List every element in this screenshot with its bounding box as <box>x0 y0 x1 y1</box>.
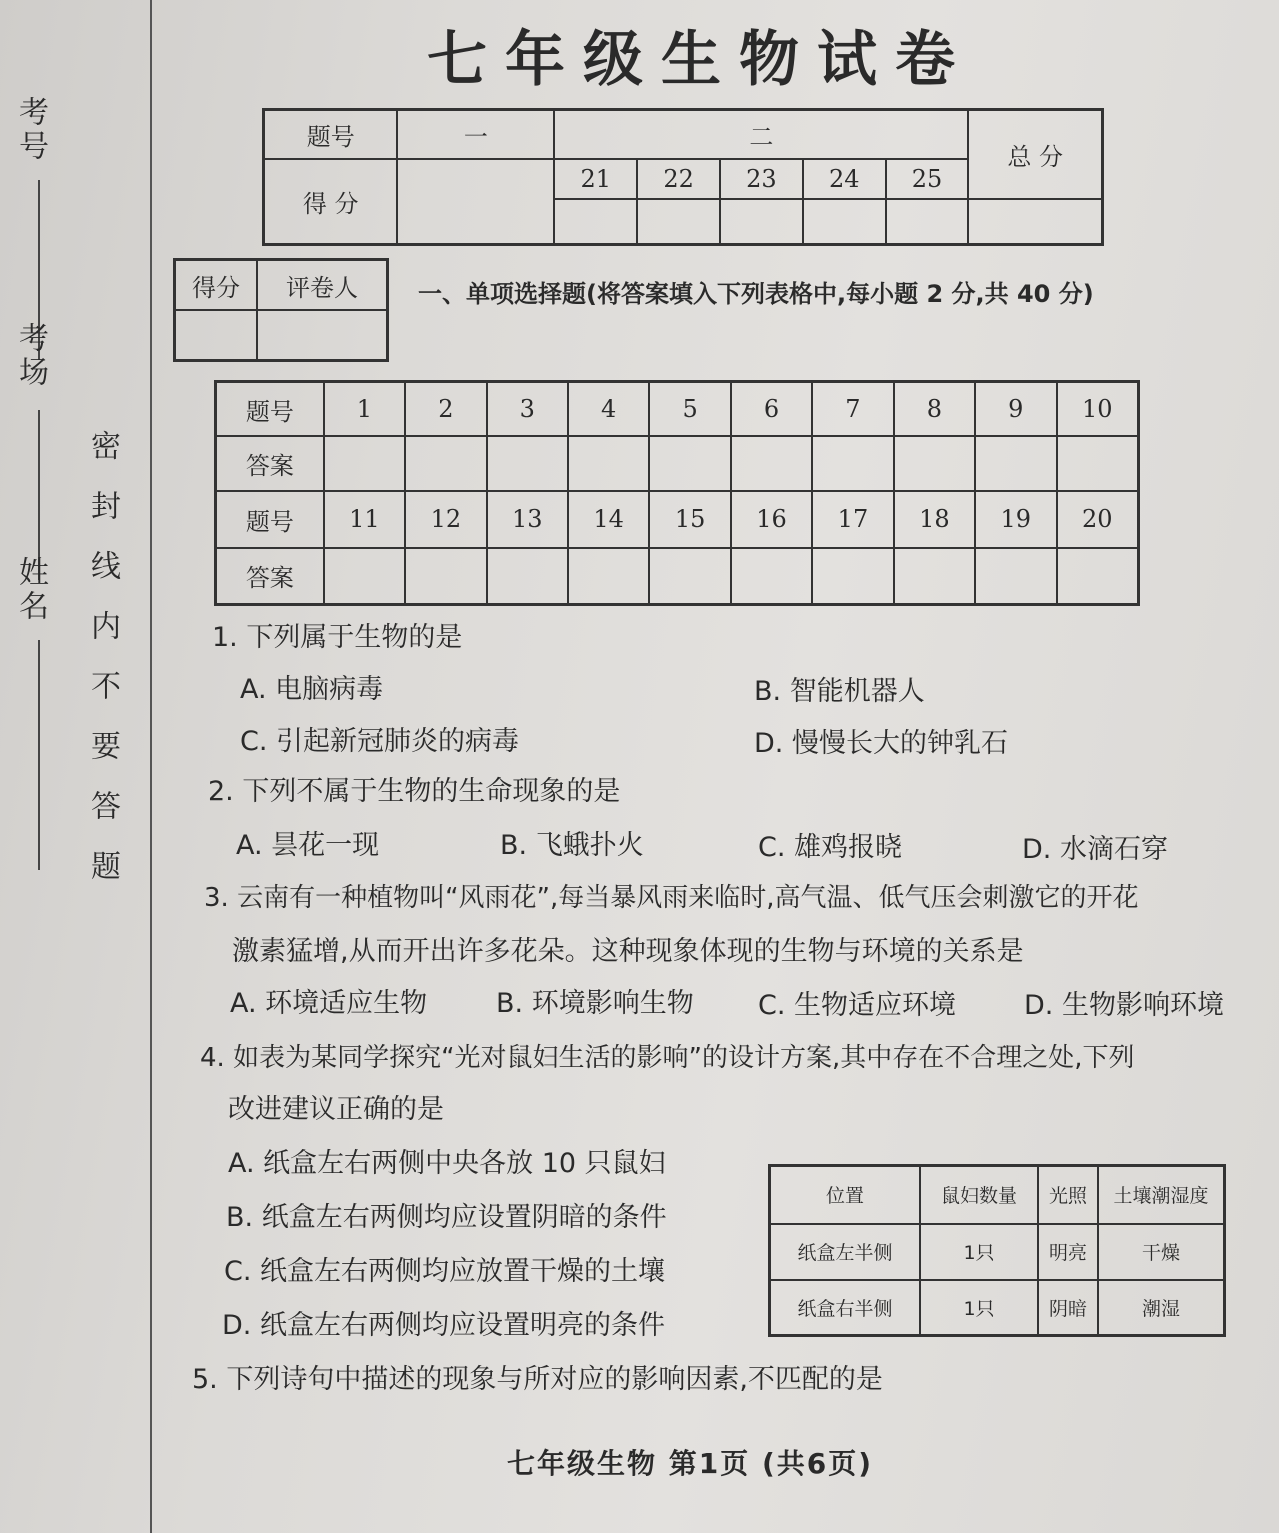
question-number: 8 <box>894 382 975 437</box>
question-option[interactable]: B. 环境影响生物 <box>496 988 694 1019</box>
answer-grid-qno-label: 题号 <box>216 491 324 548</box>
answer-cell[interactable] <box>649 436 730 491</box>
score-total: 总 分 <box>968 110 1102 200</box>
question-option[interactable]: A. 纸盒左右两侧中央各放 10 只鼠妇 <box>228 1148 666 1179</box>
question-number: 3 <box>487 382 568 437</box>
score-cell-total[interactable] <box>968 199 1102 244</box>
question-stem-continued: 改进建议正确的是 <box>228 1094 444 1125</box>
exam-no-label: 考号 <box>13 96 48 164</box>
question-number: 9 <box>975 382 1056 437</box>
grader-name-label: 评卷人 <box>257 260 388 311</box>
question-option[interactable]: C. 生物适应环境 <box>758 990 957 1021</box>
room-label: 考场 <box>13 322 48 390</box>
answer-grid <box>214 380 1140 606</box>
section-heading: 一、单项选择题(将答案填入下列表格中,每小题 2 分,共 40 分) <box>418 280 1094 308</box>
question-option[interactable]: A. 电脑病毒 <box>240 674 384 705</box>
question-number: 17 <box>812 491 893 548</box>
answer-cell[interactable] <box>975 548 1056 605</box>
answer-grid-answer-label: 答案 <box>216 548 324 605</box>
answer-cell[interactable] <box>649 548 730 605</box>
question-number: 7 <box>812 382 893 437</box>
answer-cell[interactable] <box>405 436 486 491</box>
score-part1: 一 <box>397 110 554 159</box>
question-number: 4 <box>568 382 649 437</box>
answer-cell[interactable] <box>405 548 486 605</box>
question-stem: 1. 下列属于生物的是 <box>212 622 463 653</box>
answer-cell[interactable] <box>812 548 893 605</box>
question-option[interactable]: C. 纸盒左右两侧均应放置干燥的土壤 <box>224 1256 666 1287</box>
sub-number: 24 <box>803 159 886 200</box>
experiment-header: 鼠妇数量 <box>920 1166 1038 1224</box>
answer-cell[interactable] <box>731 436 812 491</box>
question-stem: 2. 下列不属于生物的生命现象的是 <box>208 776 621 807</box>
answer-grid-qno-label: 题号 <box>216 382 324 437</box>
question-number: 6 <box>731 382 812 437</box>
question-number: 2 <box>405 382 486 437</box>
name-label: 姓名 <box>13 556 48 624</box>
sub-number: 22 <box>637 159 720 200</box>
question-option[interactable]: B. 飞蛾扑火 <box>500 830 644 861</box>
question-option[interactable]: D. 水滴石穿 <box>1022 834 1168 865</box>
question-number: 5 <box>649 382 730 437</box>
experiment-header: 光照 <box>1038 1166 1098 1224</box>
answer-cell[interactable] <box>324 436 405 491</box>
page-footer: 七年级生物 第1页 (共6页) <box>506 1447 874 1480</box>
experiment-table <box>768 1164 1226 1337</box>
binding-line <box>150 0 152 1533</box>
experiment-cell: 潮湿 <box>1098 1280 1225 1336</box>
score-cell[interactable] <box>554 199 637 244</box>
score-part2: 二 <box>554 110 968 159</box>
answer-cell[interactable] <box>324 548 405 605</box>
answer-cell[interactable] <box>812 436 893 491</box>
answer-cell[interactable] <box>568 548 649 605</box>
answer-cell[interactable] <box>1057 436 1139 491</box>
question-option[interactable]: B. 纸盒左右两侧均应设置阴暗的条件 <box>226 1202 667 1233</box>
experiment-cell: 干燥 <box>1098 1224 1225 1280</box>
question-stem: 4. 如表为某同学探究“光对鼠妇生活的影响”的设计方案,其中存在不合理之处,下列 <box>200 1043 1135 1073</box>
score-table <box>262 108 1104 246</box>
experiment-cell: 纸盒右半侧 <box>770 1280 921 1336</box>
question-option[interactable]: C. 引起新冠肺炎的病毒 <box>240 726 520 757</box>
question-number: 16 <box>731 491 812 548</box>
experiment-cell: 纸盒左半侧 <box>770 1224 921 1280</box>
score-cell-part1[interactable] <box>397 159 554 245</box>
question-stem: 5. 下列诗句中描述的现象与所对应的影响因素,不匹配的是 <box>192 1364 883 1395</box>
answer-cell[interactable] <box>894 548 975 605</box>
question-number: 10 <box>1057 382 1139 437</box>
question-number: 1 <box>324 382 405 437</box>
sub-number: 21 <box>554 159 637 200</box>
question-number: 11 <box>324 491 405 548</box>
question-number: 19 <box>975 491 1056 548</box>
answer-cell[interactable] <box>975 436 1056 491</box>
room-fill-line <box>38 410 40 580</box>
seal-warning: 密封线内不要答题 <box>85 430 120 910</box>
answer-cell[interactable] <box>568 436 649 491</box>
exam-title: 七年级生物试卷 <box>427 25 973 95</box>
answer-cell[interactable] <box>487 548 568 605</box>
question-option[interactable]: B. 智能机器人 <box>754 676 925 707</box>
sub-number: 25 <box>886 159 969 200</box>
grader-name-cell[interactable] <box>257 310 388 361</box>
sub-number: 23 <box>720 159 803 200</box>
answer-cell[interactable] <box>731 548 812 605</box>
question-number: 20 <box>1057 491 1139 548</box>
name-fill-line <box>38 640 40 870</box>
grader-score-label: 得分 <box>175 260 258 311</box>
experiment-cell: 阴暗 <box>1038 1280 1098 1336</box>
answer-cell[interactable] <box>1057 548 1139 605</box>
experiment-header: 土壤潮湿度 <box>1098 1166 1225 1224</box>
answer-cell[interactable] <box>487 436 568 491</box>
question-stem-continued: 激素猛增,从而开出许多花朵。这种现象体现的生物与环境的关系是 <box>232 936 1024 967</box>
experiment-cell: 1只 <box>920 1280 1038 1336</box>
question-option[interactable]: D. 生物影响环境 <box>1024 990 1224 1021</box>
answer-cell[interactable] <box>894 436 975 491</box>
experiment-cell: 明亮 <box>1038 1224 1098 1280</box>
question-option[interactable]: D. 纸盒左右两侧均应设置明亮的条件 <box>222 1310 665 1341</box>
score-row-label-qno: 题号 <box>264 110 398 159</box>
experiment-cell: 1只 <box>920 1224 1038 1280</box>
question-number: 12 <box>405 491 486 548</box>
question-option[interactable]: C. 雄鸡报晓 <box>758 832 903 863</box>
experiment-header: 位置 <box>770 1166 921 1224</box>
score-cell[interactable] <box>803 199 886 244</box>
question-number: 15 <box>649 491 730 548</box>
question-stem: 3. 云南有一种植物叫“风雨花”,每当暴风雨来临时,高气温、低气压会刺激它的开花 <box>204 883 1139 913</box>
score-cell[interactable] <box>637 199 720 244</box>
score-row-label-score: 得 分 <box>264 159 398 245</box>
question-option[interactable]: A. 昙花一现 <box>236 830 380 861</box>
score-cell[interactable] <box>720 199 803 244</box>
question-option[interactable]: D. 慢慢长大的钟乳石 <box>754 728 1008 759</box>
question-number: 18 <box>894 491 975 548</box>
grader-score-cell[interactable] <box>175 310 258 361</box>
score-cell[interactable] <box>886 199 969 244</box>
question-option[interactable]: A. 环境适应生物 <box>230 988 428 1019</box>
question-number: 14 <box>568 491 649 548</box>
answer-grid-answer-label: 答案 <box>216 436 324 491</box>
grader-table <box>173 258 389 362</box>
question-number: 13 <box>487 491 568 548</box>
binding-margin <box>0 0 160 1533</box>
